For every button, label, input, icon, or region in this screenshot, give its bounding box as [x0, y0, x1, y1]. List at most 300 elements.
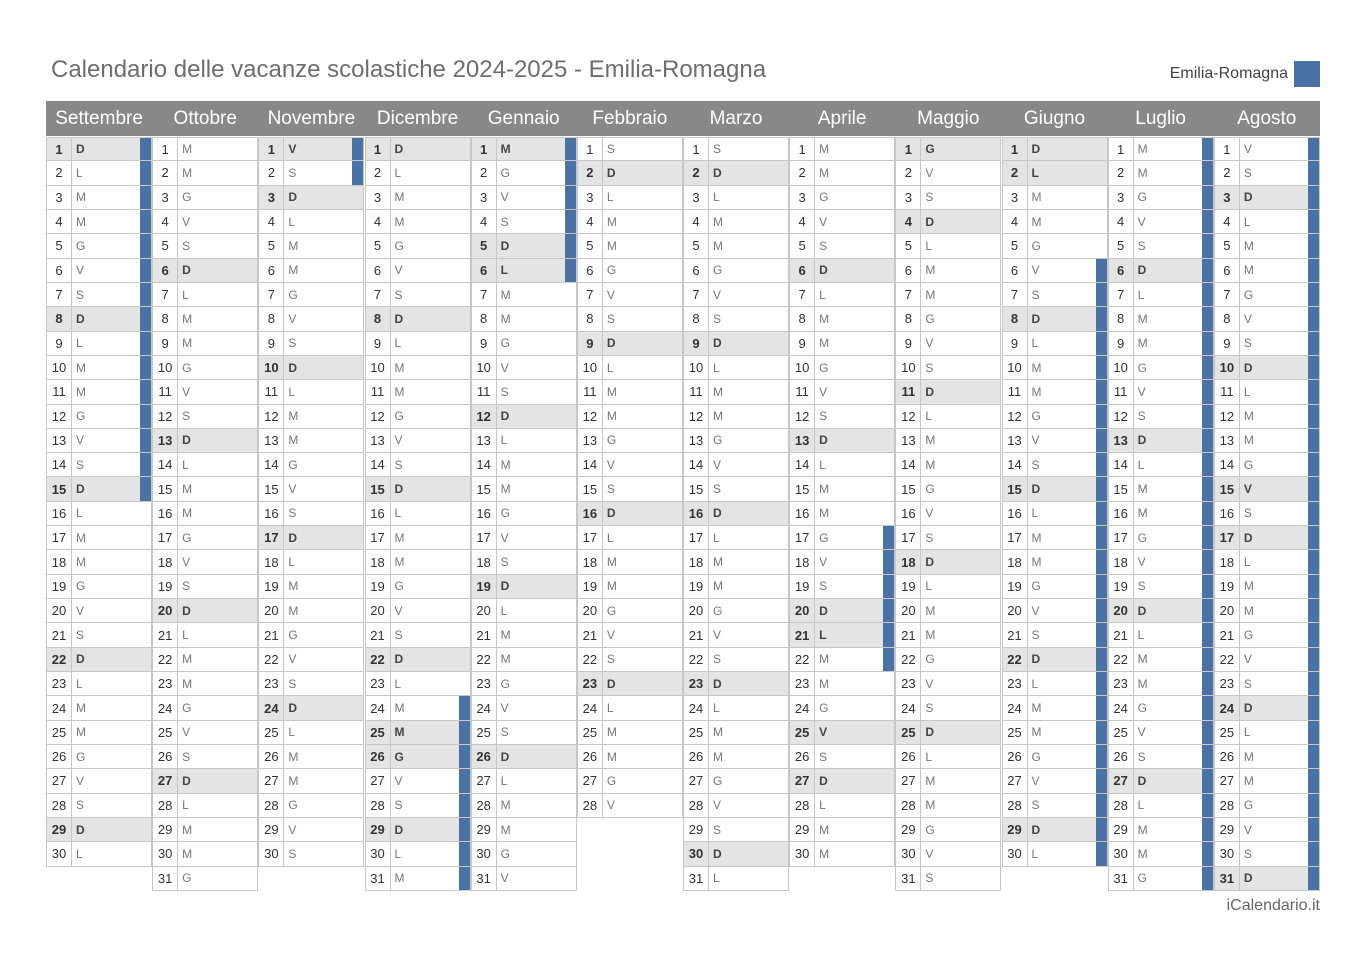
weekday-letter: G	[288, 287, 298, 302]
day-cell	[258, 405, 364, 429]
day-number: 22	[366, 648, 391, 671]
day-cell	[365, 794, 471, 818]
weekday-letter: V	[713, 798, 722, 813]
day-cell	[471, 696, 577, 720]
month-header-row	[46, 101, 1320, 136]
weekday-letter: M	[1137, 506, 1148, 521]
day-cell	[577, 696, 683, 720]
day-number: 25	[790, 721, 815, 744]
weekday-letter: M	[606, 579, 617, 594]
holiday-marker	[1308, 138, 1319, 160]
weekday-letter: G	[394, 238, 404, 253]
day-cell	[683, 477, 789, 501]
weekday-letter: V	[925, 336, 934, 351]
day-cell	[152, 769, 258, 793]
weekday-letter: D	[1031, 311, 1041, 326]
day-cell	[1002, 380, 1108, 404]
day-cell	[258, 137, 364, 161]
day-number: 28	[47, 794, 72, 817]
holiday-marker	[1096, 648, 1107, 671]
day-number: 1	[1109, 138, 1134, 160]
holiday-marker	[1096, 526, 1107, 549]
day-number: 3	[684, 186, 709, 209]
day-number: 13	[578, 429, 603, 452]
holiday-marker	[1202, 210, 1213, 233]
day-cell	[471, 283, 577, 307]
holiday-marker	[1308, 623, 1319, 646]
weekday-letter: D	[819, 263, 828, 278]
holiday-marker	[1202, 259, 1213, 282]
day-cell	[1002, 818, 1108, 842]
day-cell	[258, 502, 364, 526]
weekday-letter: G	[76, 749, 86, 764]
weekday-letter: L	[819, 287, 826, 302]
weekday-letter: V	[288, 142, 297, 157]
weekday-letter: M	[182, 142, 193, 157]
weekday-letter: L	[606, 190, 614, 205]
day-number: 26	[684, 745, 709, 768]
holiday-marker	[1096, 332, 1107, 355]
weekday-letter: D	[1137, 773, 1147, 788]
day-number: 8	[790, 307, 815, 330]
weekday-letter: S	[925, 871, 934, 886]
day-number: 19	[578, 575, 603, 598]
weekday-letter: M	[288, 579, 299, 594]
day-cell	[789, 234, 895, 258]
day-cell	[577, 307, 683, 331]
day-cell	[1108, 429, 1214, 453]
day-cell	[683, 186, 789, 210]
day-cell	[471, 794, 577, 818]
day-cell	[365, 769, 471, 793]
holiday-marker	[1202, 186, 1213, 209]
day-number: 18	[472, 550, 497, 573]
day-number: 25	[47, 721, 72, 744]
weekday-letter: L	[925, 409, 933, 424]
holiday-marker	[1202, 283, 1213, 306]
holiday-marker	[1202, 745, 1213, 768]
day-cell	[789, 648, 895, 672]
day-number: 24	[578, 696, 603, 719]
weekday-letter: V	[288, 482, 297, 497]
weekday-letter: L	[713, 871, 720, 886]
weekday-letter: M	[713, 725, 723, 740]
weekday-letter: D	[1137, 433, 1147, 448]
day-cell	[152, 721, 258, 745]
day-number: 31	[684, 867, 709, 890]
weekday-letter: G	[606, 603, 617, 618]
day-cell	[1002, 623, 1108, 647]
weekday-letter: M	[76, 190, 86, 205]
weekday-letter: M	[182, 165, 193, 180]
weekday-letter: L	[1031, 506, 1039, 521]
weekday-letter: V	[288, 652, 297, 667]
day-cell	[895, 380, 1001, 404]
holiday-marker	[1202, 867, 1213, 890]
day-number: 29	[684, 818, 709, 841]
day-cell	[1002, 599, 1108, 623]
day-number: 14	[47, 453, 72, 476]
day-number: 29	[1215, 818, 1240, 841]
day-cell	[152, 526, 258, 550]
day-cell	[1002, 161, 1108, 185]
weekday-letter: M	[819, 506, 830, 521]
footer-credit: iCalendario.it	[1226, 897, 1320, 914]
day-cell	[895, 721, 1001, 745]
weekday-letter: S	[713, 652, 722, 667]
day-cell	[152, 477, 258, 501]
weekday-letter: L	[500, 263, 508, 278]
day-cell	[1214, 477, 1320, 501]
day-number: 1	[366, 138, 391, 160]
day-number: 30	[259, 842, 284, 865]
day-number: 4	[1215, 210, 1240, 233]
weekday-letter: G	[182, 360, 192, 375]
weekday-letter: M	[394, 701, 405, 716]
day-cell	[152, 794, 258, 818]
weekday-letter: M	[1243, 409, 1254, 424]
day-number: 18	[259, 550, 284, 573]
holiday-marker	[1202, 477, 1213, 500]
day-number: 23	[896, 672, 921, 695]
day-cell	[577, 794, 683, 818]
weekday-letter: M	[819, 336, 830, 351]
weekday-letter: M	[182, 336, 193, 351]
weekday-letter: S	[288, 506, 297, 521]
weekday-letter: D	[713, 506, 722, 521]
weekday-letter: D	[288, 530, 297, 545]
holiday-marker	[1202, 429, 1213, 452]
day-cell	[789, 307, 895, 331]
day-number: 6	[578, 259, 603, 282]
holiday-marker	[1096, 550, 1107, 573]
day-number: 17	[1109, 526, 1134, 549]
weekday-letter: M	[394, 530, 405, 545]
weekday-letter: S	[606, 482, 615, 497]
day-cell	[683, 380, 789, 404]
day-cell	[1214, 307, 1320, 331]
day-number: 10	[684, 356, 709, 379]
day-number: 1	[1003, 138, 1028, 160]
day-cell	[789, 283, 895, 307]
holiday-marker	[140, 356, 151, 379]
day-number: 21	[47, 623, 72, 646]
day-number: 12	[1215, 405, 1240, 428]
day-cell	[1214, 429, 1320, 453]
day-number: 1	[259, 138, 284, 160]
weekday-letter: M	[500, 287, 511, 302]
weekday-letter: M	[819, 676, 830, 691]
day-number: 27	[1215, 769, 1240, 792]
weekday-letter: D	[500, 579, 510, 594]
day-cell	[1108, 842, 1214, 866]
day-cell	[789, 186, 895, 210]
weekday-letter: S	[394, 628, 403, 643]
day-number: 2	[1215, 161, 1240, 184]
day-number: 18	[153, 550, 178, 573]
weekday-letter: L	[819, 798, 826, 813]
day-number: 21	[790, 623, 815, 646]
weekday-letter: V	[1031, 603, 1040, 618]
day-number: 13	[1109, 429, 1134, 452]
day-cell	[1108, 161, 1214, 185]
holiday-marker	[140, 405, 151, 428]
weekday-letter: V	[606, 287, 615, 302]
day-cell	[1002, 794, 1108, 818]
day-number: 25	[1003, 721, 1028, 744]
month-header-ottobre: Ottobre	[173, 107, 237, 129]
day-cell	[1214, 502, 1320, 526]
weekday-letter: V	[1137, 384, 1146, 399]
weekday-letter: V	[76, 773, 85, 788]
day-number: 21	[1109, 623, 1134, 646]
day-number: 19	[153, 575, 178, 598]
day-cell	[46, 550, 152, 574]
day-number: 2	[790, 161, 815, 184]
day-number: 28	[472, 794, 497, 817]
day-cell	[1108, 575, 1214, 599]
day-number: 31	[153, 867, 178, 890]
weekday-letter: M	[1031, 384, 1042, 399]
day-cell	[258, 599, 364, 623]
day-cell	[895, 283, 1001, 307]
day-cell	[46, 405, 152, 429]
day-number: 8	[153, 307, 178, 330]
weekday-letter: M	[182, 311, 193, 326]
day-cell	[1002, 672, 1108, 696]
day-number: 15	[153, 477, 178, 500]
day-number: 6	[472, 259, 497, 282]
day-number: 26	[259, 745, 284, 768]
day-number: 28	[684, 794, 709, 817]
weekday-letter: L	[500, 773, 508, 788]
day-cell	[258, 648, 364, 672]
weekday-letter: G	[713, 263, 723, 278]
day-cell	[1108, 210, 1214, 234]
holiday-marker	[140, 161, 151, 184]
day-number: 29	[366, 818, 391, 841]
holiday-marker	[1202, 550, 1213, 573]
weekday-letter: M	[1137, 822, 1148, 837]
day-cell	[152, 259, 258, 283]
day-cell	[152, 307, 258, 331]
month-header-giugno: Giugno	[1023, 107, 1086, 129]
day-number: 15	[1109, 477, 1134, 500]
day-number: 22	[578, 648, 603, 671]
day-cell	[789, 672, 895, 696]
day-number: 16	[578, 502, 603, 525]
day-cell	[152, 842, 258, 866]
weekday-letter: V	[1031, 773, 1040, 788]
day-number: 7	[47, 283, 72, 306]
day-number: 31	[1215, 867, 1240, 890]
holiday-marker	[1202, 138, 1213, 160]
day-number: 12	[684, 405, 709, 428]
day-number: 2	[684, 161, 709, 184]
holiday-marker	[1096, 599, 1107, 622]
day-cell	[1002, 137, 1108, 161]
weekday-letter: M	[713, 384, 723, 399]
day-cell	[683, 599, 789, 623]
day-cell	[46, 526, 152, 550]
day-number: 23	[684, 672, 709, 695]
day-cell	[895, 599, 1001, 623]
day-number: 4	[259, 210, 284, 233]
day-cell	[258, 818, 364, 842]
day-number: 22	[1003, 648, 1028, 671]
day-number: 1	[578, 138, 603, 160]
weekday-letter: S	[713, 311, 722, 326]
weekday-letter: M	[76, 530, 86, 545]
weekday-letter: D	[182, 773, 191, 788]
day-cell	[895, 186, 1001, 210]
weekday-letter: S	[606, 652, 615, 667]
holiday-marker	[1202, 818, 1213, 841]
holiday-marker	[352, 161, 363, 184]
day-number: 13	[790, 429, 815, 452]
holiday-marker	[459, 794, 470, 817]
day-cell	[1108, 477, 1214, 501]
day-number: 29	[47, 818, 72, 841]
day-number: 17	[684, 526, 709, 549]
day-cell	[471, 405, 577, 429]
day-number: 4	[472, 210, 497, 233]
weekday-letter: G	[394, 749, 404, 764]
day-number: 3	[790, 186, 815, 209]
day-cell	[683, 307, 789, 331]
day-number: 5	[896, 234, 921, 257]
day-number: 30	[896, 842, 921, 865]
day-number: 7	[472, 283, 497, 306]
holiday-marker	[140, 186, 151, 209]
day-cell	[1214, 575, 1320, 599]
day-cell	[1002, 721, 1108, 745]
holiday-marker	[1308, 696, 1319, 719]
weekday-letter: D	[1031, 482, 1041, 497]
day-number: 3	[1003, 186, 1028, 209]
day-cell	[258, 332, 364, 356]
day-number: 23	[1003, 672, 1028, 695]
day-number: 30	[1109, 842, 1134, 865]
day-cell	[258, 380, 364, 404]
weekday-letter: V	[394, 433, 403, 448]
day-cell	[1214, 234, 1320, 258]
day-number: 16	[366, 502, 391, 525]
day-cell	[1214, 696, 1320, 720]
day-number: 20	[1003, 599, 1028, 622]
day-number: 12	[578, 405, 603, 428]
day-cell	[471, 477, 577, 501]
weekday-letter: L	[394, 506, 402, 521]
day-cell	[577, 234, 683, 258]
day-cell	[683, 818, 789, 842]
day-cell	[895, 234, 1001, 258]
day-cell	[1214, 842, 1320, 866]
day-cell	[471, 429, 577, 453]
weekday-letter: M	[182, 506, 193, 521]
month-header-aprile: Aprile	[817, 107, 867, 129]
day-number: 23	[1109, 672, 1134, 695]
day-number: 24	[896, 696, 921, 719]
weekday-letter: D	[1137, 263, 1147, 278]
holiday-marker	[1096, 453, 1107, 476]
day-cell	[577, 380, 683, 404]
weekday-letter: D	[713, 165, 722, 180]
holiday-marker	[459, 745, 470, 768]
day-number: 21	[472, 623, 497, 646]
day-number: 1	[1215, 138, 1240, 160]
weekday-letter: M	[394, 555, 405, 570]
day-number: 31	[366, 867, 391, 890]
day-number: 31	[472, 867, 497, 890]
weekday-letter: M	[1137, 336, 1148, 351]
weekday-letter: D	[1243, 190, 1253, 205]
day-number: 27	[896, 769, 921, 792]
day-cell	[683, 867, 789, 891]
holiday-marker	[1308, 307, 1319, 330]
weekday-letter: S	[394, 287, 403, 302]
weekday-letter: M	[500, 457, 511, 472]
day-cell	[895, 672, 1001, 696]
day-number: 7	[153, 283, 178, 306]
day-number: 22	[47, 648, 72, 671]
day-number: 19	[47, 575, 72, 598]
day-number: 30	[153, 842, 178, 865]
day-cell	[1002, 648, 1108, 672]
day-number: 3	[1215, 186, 1240, 209]
day-cell	[471, 623, 577, 647]
holiday-marker	[883, 550, 894, 573]
weekday-letter: M	[1137, 846, 1148, 861]
day-number: 8	[578, 307, 603, 330]
day-number: 14	[1109, 453, 1134, 476]
day-cell	[365, 672, 471, 696]
day-number: 21	[578, 623, 603, 646]
day-cell	[1002, 210, 1108, 234]
day-number: 8	[1215, 307, 1240, 330]
holiday-marker	[1096, 429, 1107, 452]
day-number: 15	[1003, 477, 1028, 500]
weekday-letter: S	[1031, 798, 1040, 813]
weekday-letter: M	[394, 725, 405, 740]
legend	[1170, 61, 1320, 87]
day-number: 10	[153, 356, 178, 379]
day-number: 28	[1109, 794, 1134, 817]
legend-swatch	[1294, 61, 1320, 87]
holiday-marker	[1308, 526, 1319, 549]
weekday-letter: V	[606, 457, 615, 472]
day-cell	[683, 453, 789, 477]
weekday-letter: D	[288, 701, 297, 716]
holiday-marker	[459, 867, 470, 890]
weekday-letter: G	[819, 360, 829, 375]
day-cell	[1214, 186, 1320, 210]
day-cell	[46, 745, 152, 769]
day-number: 5	[472, 234, 497, 257]
day-number: 5	[790, 234, 815, 257]
day-cell	[1108, 550, 1214, 574]
day-number: 25	[472, 721, 497, 744]
weekday-letter: M	[76, 360, 86, 375]
weekday-letter: V	[394, 263, 403, 278]
day-number: 28	[366, 794, 391, 817]
day-number: 16	[472, 502, 497, 525]
day-cell	[1108, 769, 1214, 793]
holiday-marker	[1202, 356, 1213, 379]
day-cell	[258, 623, 364, 647]
day-cell	[577, 526, 683, 550]
weekday-letter: V	[500, 701, 509, 716]
